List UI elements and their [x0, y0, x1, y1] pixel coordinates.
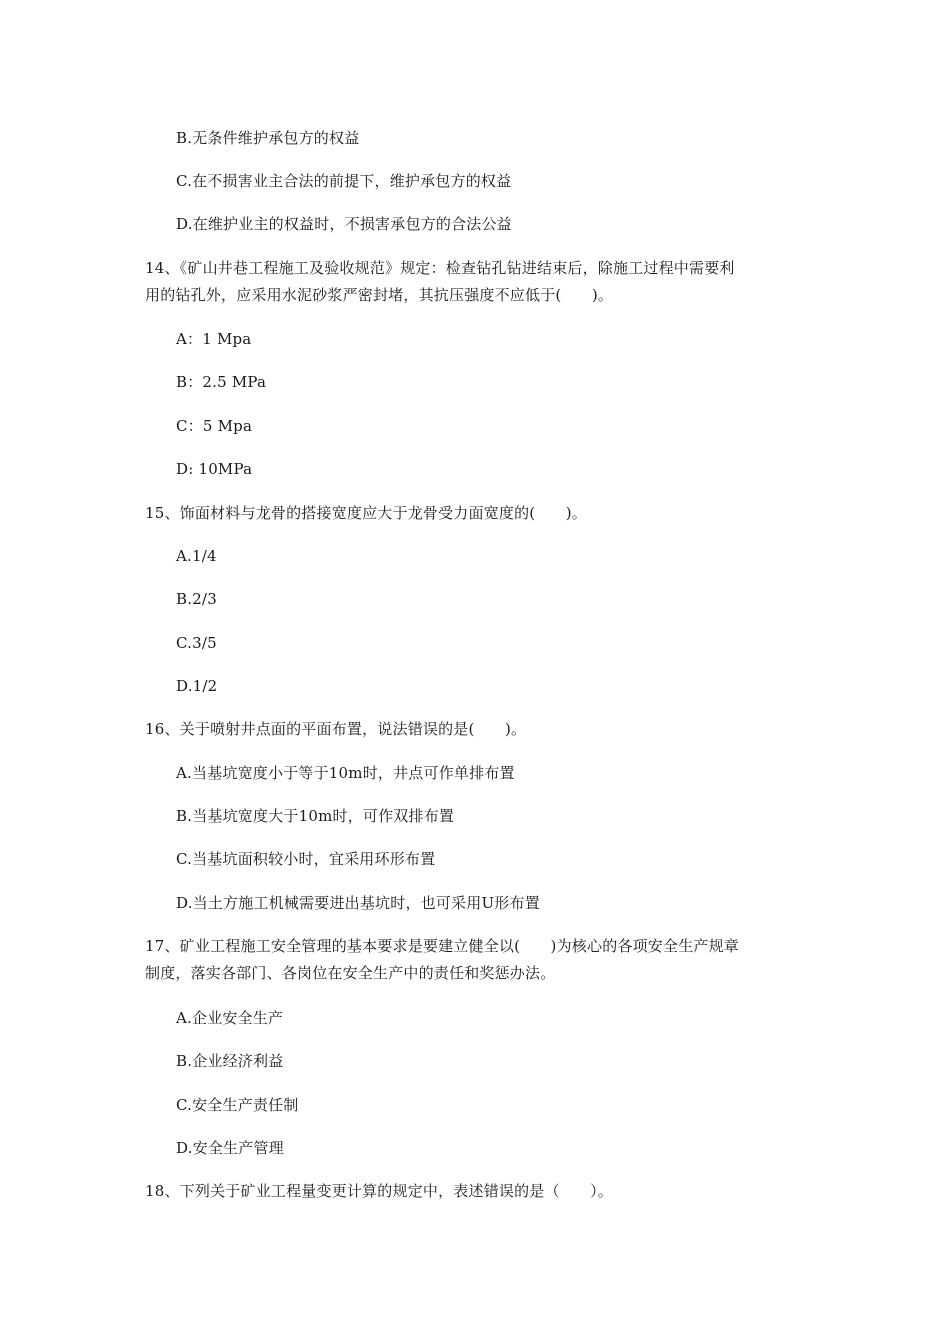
- option-d-prev: D.在维护业主的权益时，不损害承包方的合法公益: [176, 215, 512, 233]
- question-14-line-2: 用的钻孔外，应采用水泥砂浆严密封堵，其抗压强度不应低于( )。: [145, 286, 614, 304]
- question-14-option-a: A：1 Mpa: [176, 330, 252, 348]
- option-b-prev: B.无条件维护承包方的权益: [176, 129, 360, 147]
- question-16-option-d: D.当土方施工机械需要进出基坑时，也可采用U形布置: [176, 894, 540, 912]
- question-17-option-b: B.企业经济利益: [176, 1052, 284, 1070]
- question-15-option-b: B.2/3: [176, 590, 217, 608]
- question-17-option-a: A.企业安全生产: [176, 1009, 284, 1027]
- question-15-option-c: C.3/5: [176, 634, 217, 652]
- question-14-option-c: C：5 Mpa: [176, 417, 253, 435]
- question-17-line-2: 制度，落实各部门、各岗位在安全生产中的责任和奖惩办法。: [145, 964, 556, 982]
- question-16-option-c: C.当基坑面积较小时，宜采用环形布置: [176, 850, 436, 868]
- question-14-option-b: B：2.5 MPa: [176, 373, 267, 391]
- option-c-prev: C.在不损害业主合法的前提下，维护承包方的权益: [176, 172, 512, 190]
- question-16-line-1: 16、关于喷射井点面的平面布置，说法错误的是( )。: [145, 720, 527, 738]
- question-14-line-1: 14、《矿山井巷工程施工及验收规范》规定：检查钻孔钻进结束后，除施工过程中需要利: [145, 259, 735, 277]
- question-15-option-d: D.1/2: [176, 677, 218, 695]
- question-18-line-1: 18、下列关于矿业工程量变更计算的规定中，表述错误的是（ ）。: [145, 1182, 613, 1200]
- question-15-line-1: 15、饰面材料与龙骨的搭接宽度应大于龙骨受力面宽度的( )。: [145, 504, 587, 522]
- question-17-option-d: D.安全生产管理: [176, 1139, 284, 1157]
- question-17-line-1: 17、矿业工程施工安全管理的基本要求是要建立健全以( )为核心的各项安全生产规章: [145, 937, 739, 955]
- question-14-option-d: D: 10MPa: [176, 460, 253, 478]
- question-16-option-b: B.当基坑宽度大于10m时，可作双排布置: [176, 807, 455, 825]
- question-16-option-a: A.当基坑宽度小于等于10m时，井点可作单排布置: [176, 764, 515, 782]
- question-17-option-c: C.安全生产责任制: [176, 1096, 299, 1114]
- question-15-option-a: A.1/4: [176, 547, 217, 565]
